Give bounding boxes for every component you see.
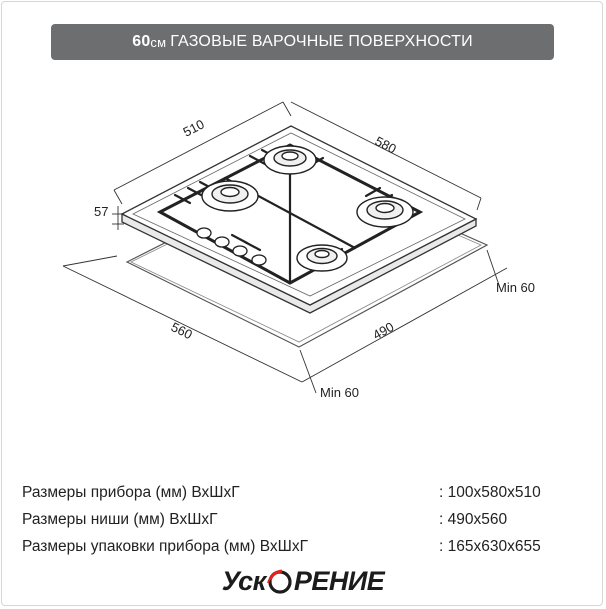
spec-label: Размеры упаковки прибора (мм) ВхШхГ [22,538,308,555]
dim-depth-hob: 510 [180,116,207,140]
dim-min-front: Min 60 [320,385,360,400]
burner-front [297,245,347,271]
brand-logo [0,566,606,597]
knob-icon [215,237,229,247]
spec-list [22,479,582,560]
dim-niche-depth: 490 [370,318,397,343]
burner-left [202,181,258,211]
dim-min-side: Min 60 [496,280,536,295]
speed-o-icon [267,569,293,595]
spec-label: Размеры прибора (мм) ВхШхГ [22,484,240,501]
title-text: ГАЗОВЫЕ ВАРОЧНЫЕ ПОВЕРХНОСТИ [170,33,473,50]
knob-icon [233,246,247,256]
spec-row [22,533,582,560]
spec-row [22,506,582,533]
dim-height: 57 [94,204,109,219]
spec-label: Размеры ниши (мм) ВхШхГ [22,511,218,528]
page-title [51,24,554,60]
spec-value: : 165x630x655 [439,538,541,555]
burner-right [357,197,413,227]
spec-row [22,479,582,506]
burner-rear [264,146,316,174]
knob-icon [197,228,211,238]
spec-value: : 490x560 [439,511,508,528]
knob-icon [252,255,266,265]
dim-width-hob: 580 [372,133,399,157]
brand-right: РЕНИЕ [293,566,385,596]
spec-value: : 100x580x510 [439,484,541,501]
brand-left: Уск [221,566,266,596]
title-size-unit: см [150,34,167,50]
hob-dimension-diagram [0,70,606,470]
dim-niche-width: 560 [168,319,195,343]
title-size-number: 60 [132,33,151,50]
